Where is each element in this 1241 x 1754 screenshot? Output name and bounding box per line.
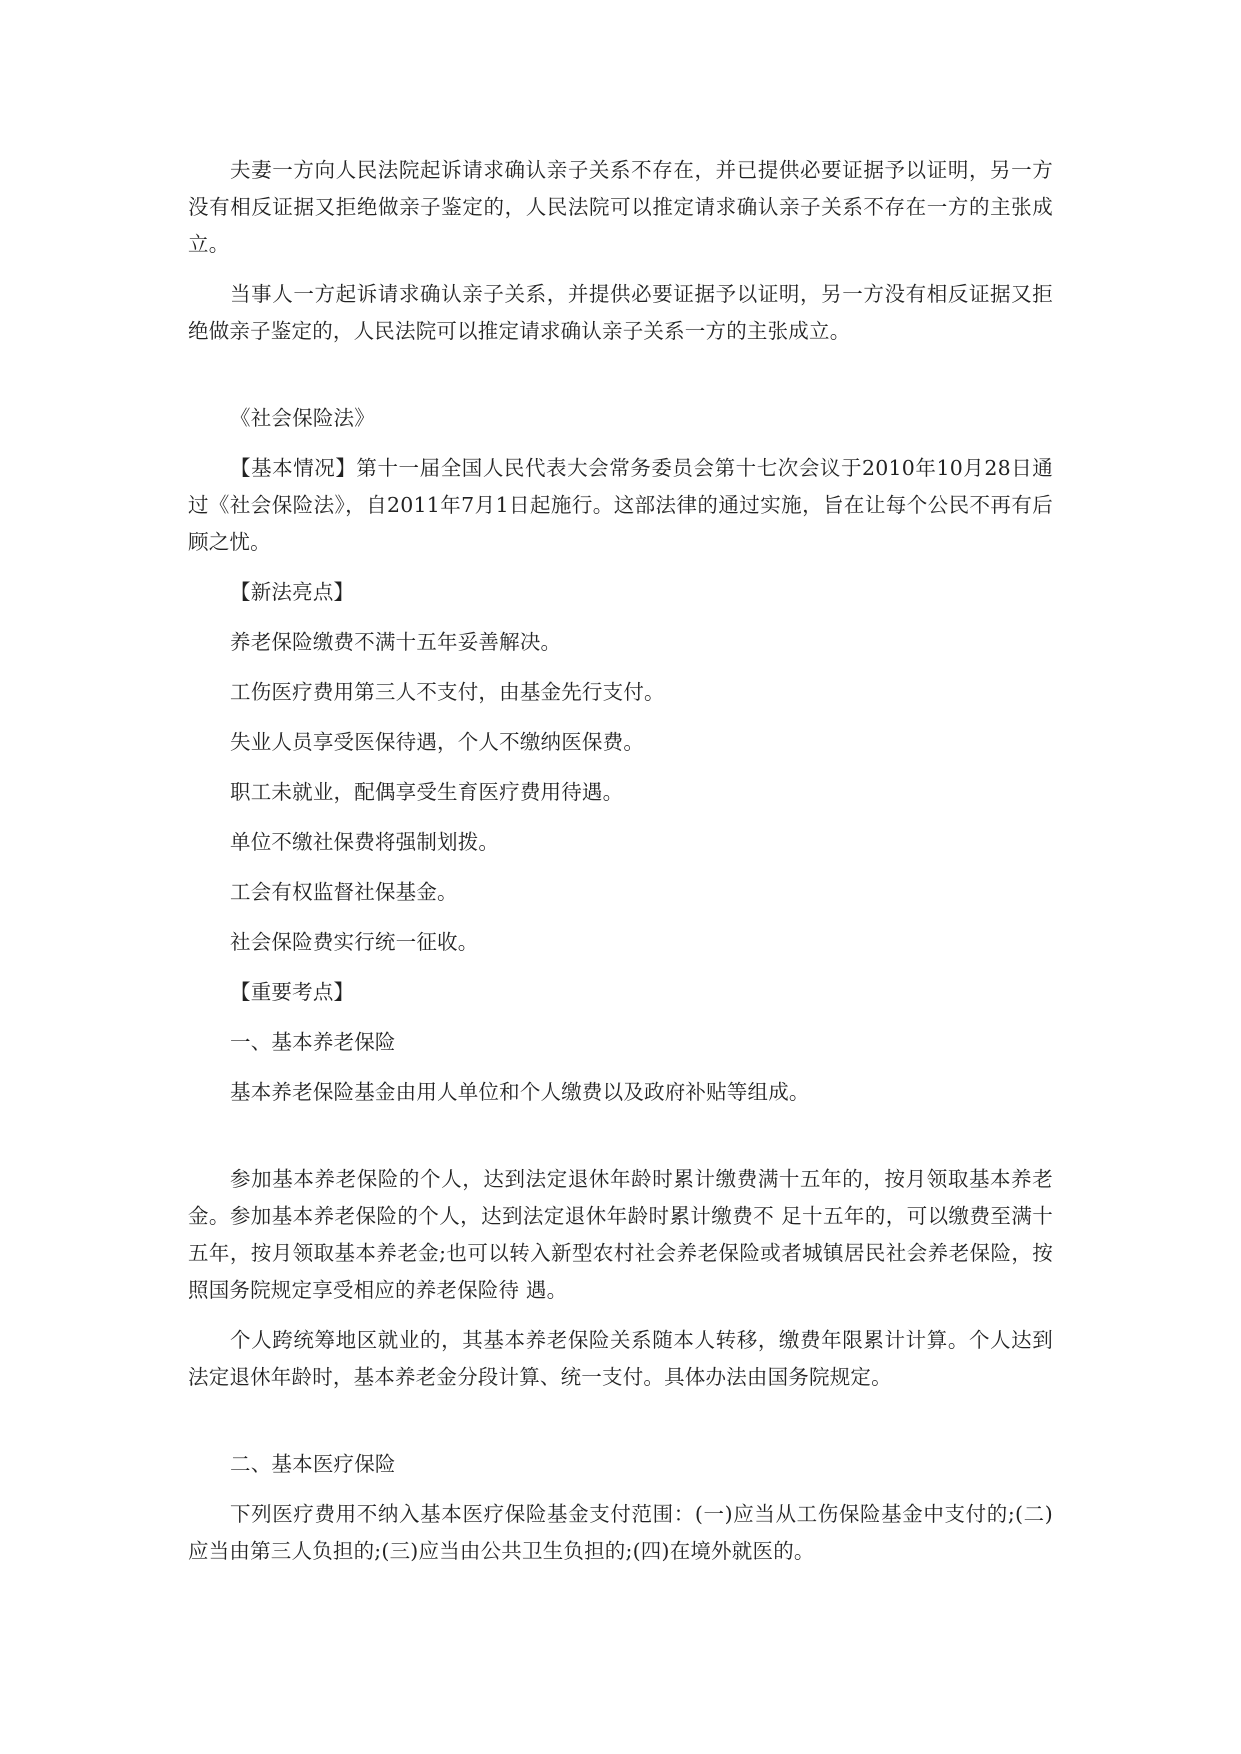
section-title: 《社会保险法》 <box>230 406 375 430</box>
list-item: 失业人员享受医保待遇，个人不缴纳医保费。 <box>230 730 645 754</box>
paragraph: 【基本情况】第十一届全国人民代表大会常务委员会第十七次会议于2010年10月28日通过《社会保险法》，自2011年7月1日起施行。这部法律的通过实施，旨在让每个公民不再有后顾之忧。 <box>188 456 1053 554</box>
list-item: 单位不缴社保费将强制划拨。 <box>230 830 500 854</box>
list-item: 工伤医疗费用第三人不支付，由基金先行支付。 <box>230 680 665 704</box>
paragraph: 当事人一方起诉请求确认亲子关系，并提供必要证据予以证明，另一方没有相反证据又拒绝做亲子鉴定的，人民法院可以推定请求确认亲子关系一方的主张成立。 <box>188 282 1053 343</box>
list-item: 养老保险缴费不满十五年妥善解决。 <box>230 630 562 654</box>
list-item: 工会有权监督社保基金。 <box>230 880 458 904</box>
subsection-heading: 一、基本养老保险 <box>230 1030 396 1054</box>
list-item: 社会保险费实行统一征收。 <box>230 930 479 954</box>
document-body <box>188 152 1053 1570</box>
paragraph: 参加基本养老保险的个人，达到法定退休年龄时累计缴费满十五年的，按月领取基本养老金。参加基本养老保险的个人，达到法定退休年龄时累计缴费不 足十五年的，可以缴费至满十五年，按月领取基本养老金;也可以转入新型农村社会养老保险或者城镇居民社会养老保险，按照国务院规定享受相应的养老保险待 遇。 <box>188 1167 1053 1302</box>
paragraph: 基本养老保险基金由用人单位和个人缴费以及政府补贴等组成。 <box>230 1080 810 1104</box>
paragraph: 夫妻一方向人民法院起诉请求确认亲子关系不存在，并已提供必要证据予以证明，另一方没有相反证据又拒绝做亲子鉴定的，人民法院可以推定请求确认亲子关系不存在一方的主张成立。 <box>188 158 1053 256</box>
paragraph: 下列医疗费用不纳入基本医疗保险基金支付范围：(一)应当从工伤保险基金中支付的;(二)应当由第三人负担的;(三)应当由公共卫生负担的;(四)在境外就医的。 <box>188 1502 1053 1563</box>
paragraph: 个人跨统筹地区就业的，其基本养老保险关系随本人转移，缴费年限累计计算。个人达到法定退休年龄时，基本养老金分段计算、统一支付。具体办法由国务院规定。 <box>188 1328 1053 1389</box>
section-heading: 【重要考点】 <box>230 980 355 1004</box>
section-heading: 【新法亮点】 <box>230 580 355 604</box>
list-item: 职工未就业，配偶享受生育医疗费用待遇。 <box>230 780 624 804</box>
subsection-heading: 二、基本医疗保险 <box>230 1452 396 1476</box>
